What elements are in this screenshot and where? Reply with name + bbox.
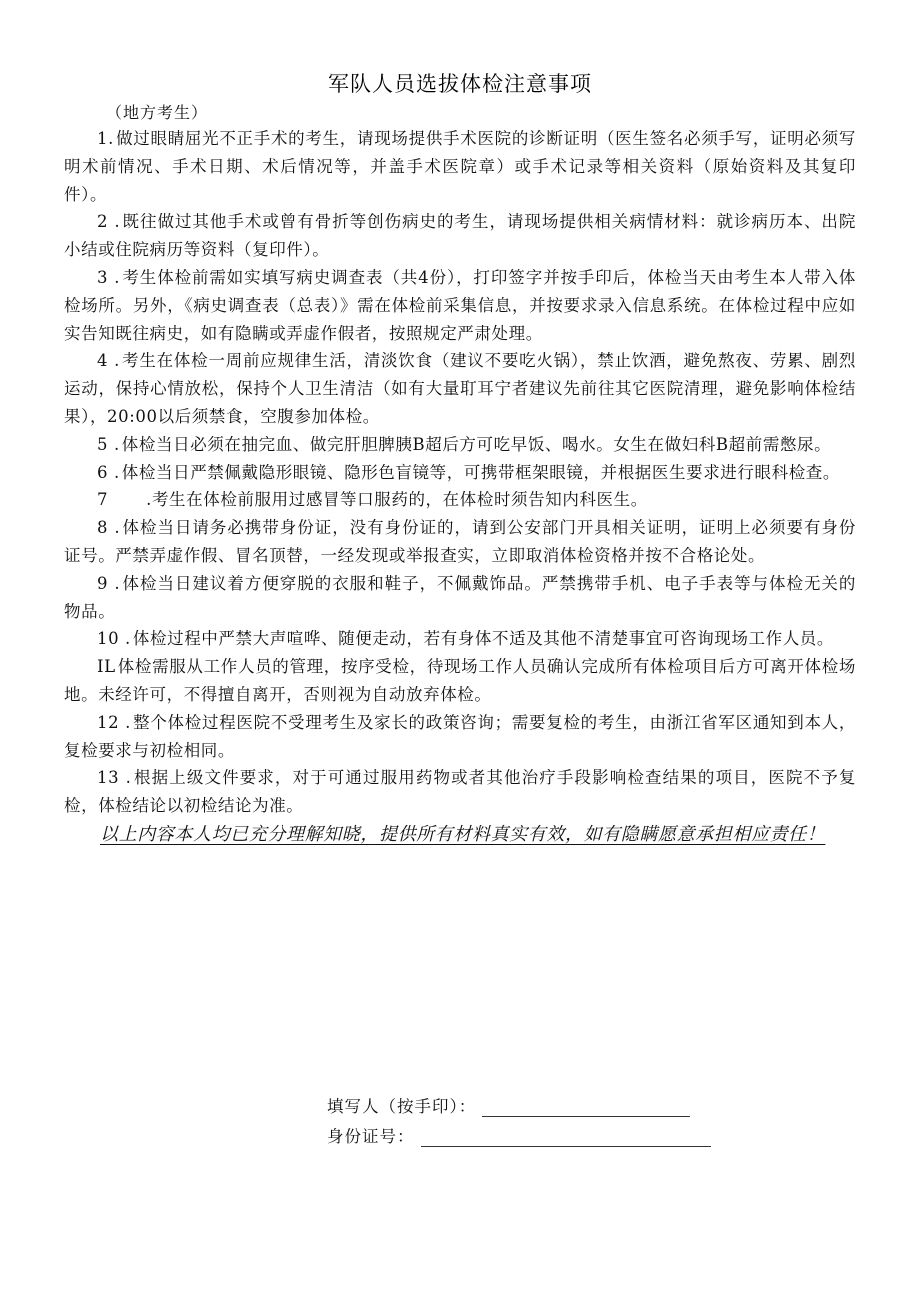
notice-item-12 [64, 709, 856, 765]
item-number: 7 [97, 490, 109, 510]
notice-body [64, 125, 856, 850]
item-number: 6 . [97, 462, 120, 482]
notice-item-1 [64, 125, 856, 208]
item-text: 体检需服从工作人员的管理，按序受检，待现场工作人员确认完成所有体检项目后方可离开体检场地。未经许可，不得擅自离开，否则视为自动放弃体检。 [64, 657, 856, 704]
id-number-label: 身份证号： [327, 1127, 415, 1146]
id-number-field[interactable] [421, 1126, 711, 1147]
document-subtitle: （地方考生） [106, 103, 209, 122]
item-number: 2 . [97, 212, 121, 232]
filler-row [327, 1087, 711, 1117]
item-number: 1. [97, 129, 114, 148]
signature-block [327, 1087, 711, 1147]
item-text: 体检当日必须在抽完血、做完肝胆脾胰B超后方可吃早饭、喝水。女生在做妇科B超前需憋尿。 [121, 434, 832, 454]
notice-item-2 [64, 208, 856, 264]
document-title: 军队人员选拔体检注意事项 [328, 72, 592, 96]
item-text: 既往做过其他手术或曾有骨折等创伤病史的考生，请现场提供相关病情材料：就诊病历本、出院小结或住院病历等资料（复印件）。 [64, 212, 856, 260]
item-text: 体检当日请务必携带身份证，没有身份证的，请到公安部门开具相关证明，证明上必须要有身份证号。严禁弄虚作假、冒名顶替，一经发现或举报查实，立即取消体检资格并按不合格论处。 [64, 518, 856, 565]
item-number: 5 . [97, 434, 120, 454]
notice-item-7 [64, 486, 856, 514]
id-row [327, 1117, 711, 1147]
item-text: 体检过程中严禁大声喧哗、随便走动，若有身体不适及其他不清楚事宜可咨询现场工作人员。 [132, 629, 834, 649]
item-number: 9 . [97, 573, 121, 593]
notice-item-9 [64, 570, 856, 626]
item-text: .考生在体检前服用过感冒等口服药的，在体检时须告知内科医生。 [146, 490, 648, 510]
item-number: 10 . [97, 629, 131, 649]
item-number: 4 . [97, 351, 120, 371]
notice-item-4 [64, 347, 856, 430]
notice-item-11 [64, 653, 856, 709]
item-text: 考生体检前需如实填写病史调查表（共4份），打印签字并按手印后，体检当天由考生本人带入体检场所。另外，《病史调查表（总表）》需在体检前采集信息，并按要求录入信息系统。在体检过程中应如实告知既往病史，如有隐瞒或弄虚作假者，按照规定严肃处理。 [64, 267, 856, 343]
filler-signature-field[interactable] [482, 1096, 690, 1117]
item-number: 8 . [97, 518, 121, 538]
notice-item-8 [64, 514, 856, 570]
item-number: IL [97, 657, 116, 677]
notice-item-6 [64, 459, 856, 487]
filler-label: 填写人（按手印）： [327, 1097, 477, 1116]
item-text: 做过眼睛屈光不正手术的考生，请现场提供手术医院的诊断证明（医生签名必须手写，证明必须写明术前情况、手术日期、术后情况等，并盖手术医院章）或手术记录等相关资料（原始资料及其复印件）。 [64, 129, 856, 204]
pledge-statement: 以上内容本人均已充分理解知晓，提供所有材料真实有效，如有隐瞒愿意承担相应责任！ [100, 823, 826, 845]
notice-item-13 [64, 764, 856, 820]
item-number: 12 . [97, 712, 131, 732]
item-number: 13 . [97, 768, 132, 788]
item-text: 体检当日严禁佩戴隐形眼镜、隐形色盲镜等，可携带框架眼镜，并根据医生要求进行眼科检查。 [121, 462, 840, 482]
item-text: 根据上级文件要求，对于可通过服用药物或者其他治疗手段影响检查结果的项目，医院不予复检，体检结论以初检结论为准。 [64, 768, 856, 816]
notice-item-10 [64, 625, 856, 653]
notice-item-3 [64, 264, 856, 347]
item-text: 考生在体检一周前应规律生活，清淡饮食（建议不要吃火锅），禁止饮酒，避免熬夜、劳累、剧烈运动，保持心情放松，保持个人卫生清洁（如有大量耵耳宁者建议先前往其它医院清理，避免影响体检结果），20:00以后须禁食，空腹参加体检。 [64, 351, 856, 426]
item-text: 整个体检过程医院不受理考生及家长的政策咨询；需要复检的考生，由浙江省军区通知到本人，复检要求与初检相同。 [64, 712, 856, 760]
notice-item-5 [64, 431, 856, 459]
item-number: 3 . [97, 267, 121, 287]
item-text: 体检当日建议着方便穿脱的衣服和鞋子，不佩戴饰品。严禁携带手机、电子手表等与体检无关的物品。 [64, 573, 856, 621]
